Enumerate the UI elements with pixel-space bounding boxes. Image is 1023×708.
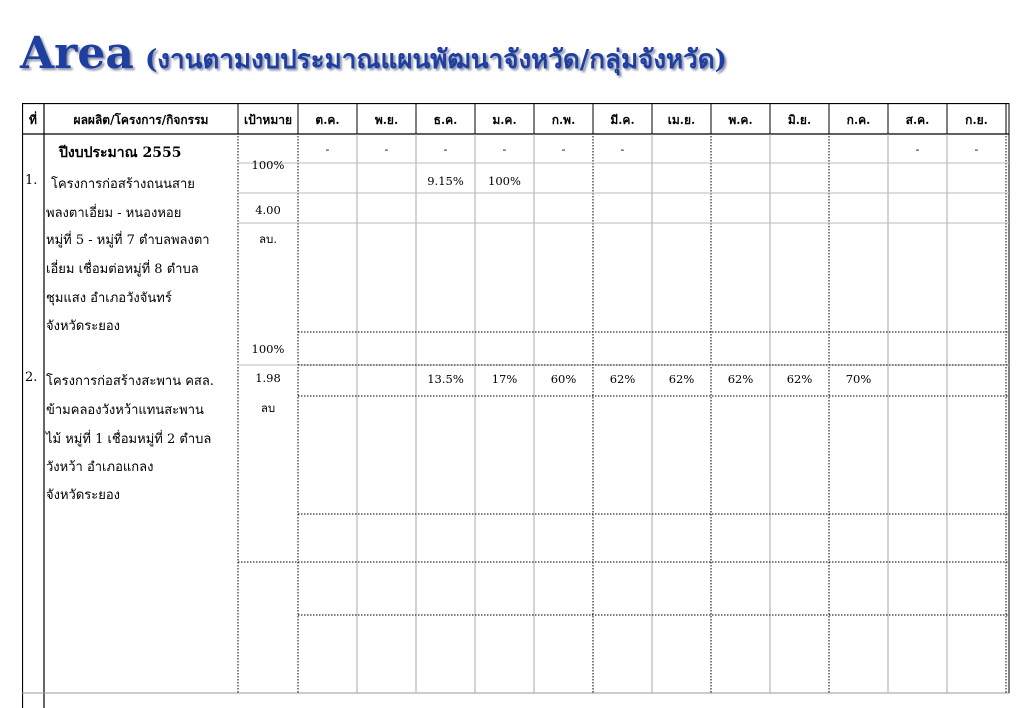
project-1-line-6: จังหวัดระยอง (46, 319, 121, 334)
project-2-budget-unit: ลบ (260, 401, 276, 415)
header-target: เป้าหมาย (243, 113, 293, 127)
header-month-mar: มี.ค. (610, 113, 635, 127)
project-2-line-2: ข้ามคลองวังหว้าแทนสะพาน (46, 403, 204, 418)
project-2-progress-jan: 17% (491, 372, 518, 386)
project-1-line-1: โครงการก่อสร้างถนนสาย (51, 177, 195, 192)
dash-mar: - (620, 142, 625, 156)
dash-aug: - (915, 142, 920, 156)
project-2-progress-apr: 62% (668, 372, 695, 386)
project-2-progress-jul: 70% (845, 372, 872, 386)
project-1-budget: 4.00 (255, 203, 281, 217)
header-month-jun: มิ.ย. (787, 113, 812, 127)
header-no: ที่ (29, 113, 37, 127)
project-1-number: 1. (25, 173, 38, 188)
fiscal-year-label: ปีงบประมาณ 2555 (59, 145, 182, 161)
header-month-nov: พ.ย. (374, 113, 399, 127)
project-1-line-3: หมู่ที่ 5 - หมู่ที่ 7 ตำบลพลงตา (46, 233, 210, 248)
project-1-target-percent: 100% (251, 158, 285, 172)
dash-feb: - (561, 142, 566, 156)
header-month-sep: ก.ย. (965, 113, 988, 127)
dash-sep: - (974, 142, 979, 156)
project-2-progress-feb: 60% (550, 372, 577, 386)
project-1-progress-dec: 9.15% (427, 174, 464, 188)
project-2-target-percent: 100% (251, 342, 285, 356)
title-main: Area (20, 28, 134, 79)
schedule-table (22, 103, 1010, 708)
project-1-line-5: ชุมแสง อำเภอวังจันทร์ (46, 291, 172, 306)
project-2-line-1: โครงการก่อสร้างสะพาน คสล. (46, 374, 214, 389)
dash-dec: - (443, 142, 448, 156)
project-1-line-4: เอี่ยม เชื่อมต่อหมู่ที่ 8 ตำบล (46, 262, 199, 277)
project-2-line-5: จังหวัดระยอง (46, 488, 121, 503)
dash-nov: - (384, 142, 389, 156)
header-month-aug: ส.ค. (905, 113, 930, 127)
project-2-progress-mar: 62% (609, 372, 636, 386)
project-2-line-3: ไม้ หมู่ที่ 1 เชื่อมหมู่ที่ 2 ตำบล (46, 432, 212, 447)
project-2-progress-jun: 62% (786, 372, 813, 386)
project-1-progress-jan: 100% (488, 174, 521, 188)
header-month-may: พ.ค. (728, 113, 753, 127)
header-month-feb: ก.พ. (551, 113, 576, 127)
header-month-apr: เม.ย. (667, 113, 696, 127)
header-month-jul: ก.ค. (846, 113, 871, 127)
project-1-line-2: พลงตาเอี่ยม - หนองหอย (46, 206, 182, 221)
project-1-budget-unit: ลบ. (258, 232, 277, 246)
project-2-number: 2. (25, 370, 38, 385)
title-subtitle: (งานตามงบประมาณแผนพัฒนาจังหวัด/กลุ่มจังหวัด) (144, 45, 727, 75)
project-2-budget: 1.98 (255, 371, 281, 385)
dash-jan: - (502, 142, 507, 156)
header-month-dec: ธ.ค. (433, 113, 458, 127)
project-2-line-4: วังหว้า อำเภอแกลง (46, 460, 154, 475)
header-project: ผลผลิต/โครงการ/กิจกรรม (73, 113, 209, 127)
header-month-oct: ต.ค. (315, 113, 340, 127)
project-2-progress-may: 62% (727, 372, 754, 386)
project-2-progress-dec: 13.5% (427, 372, 464, 386)
page-title (20, 28, 727, 80)
dash-oct: - (325, 142, 330, 156)
header-month-jan: ม.ค. (492, 113, 517, 127)
